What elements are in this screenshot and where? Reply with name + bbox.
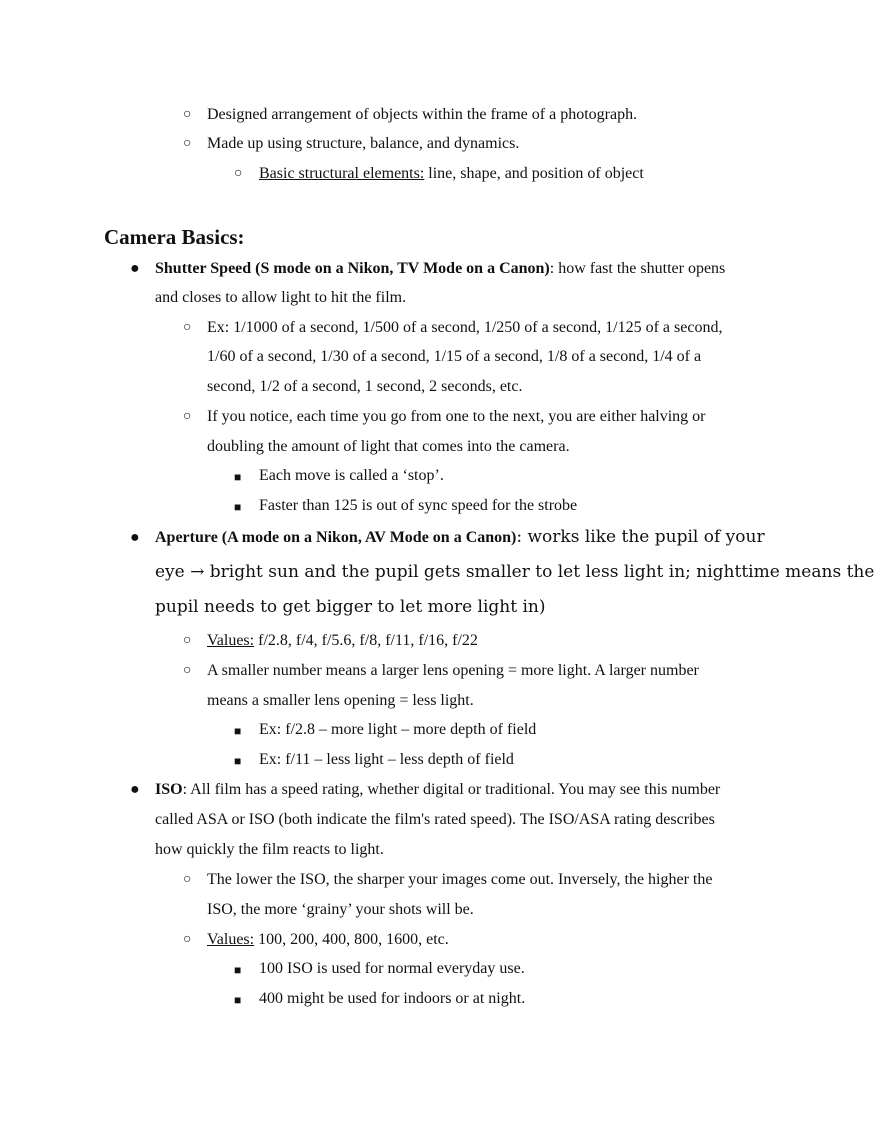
filled-bullet-icon: ● [130,260,140,277]
aperture-desc-line-2: eye → bright sun and the pupil gets smaller to let less light in; nighttime means the [155,562,875,582]
iso-values-text: 100, 200, 400, 800, 1600, etc. [254,931,449,948]
hollow-bullet-icon: ○ [183,872,192,887]
structural-elements-text: line, shape, and position of object [424,165,644,182]
aperture-example-2: Ex: f/11 – less light – less depth of field [259,751,514,768]
iso-desc-line-3: how quickly the film reacts to light. [155,841,384,858]
structural-elements-item [259,164,644,184]
shutter-example-line-2: 1/60 of a second, 1/30 of a second, 1/15 of a second, 1/8 of a second, 1/4 of a [207,348,702,365]
shutter-speed-item [155,259,725,279]
square-bullet-icon: ■ [234,993,242,1007]
square-bullet-icon: ■ [234,470,242,484]
aperture-smaller-line-2: means a smaller lens opening = less light. [207,692,474,709]
shutter-speed-title: Shutter Speed (S mode on a Nikon, TV Mode on a Canon) [155,260,550,277]
shutter-notice-line-2: doubling the amount of light that comes into the camera. [207,438,570,455]
strobe-sync-item: Faster than 125 is out of sync speed for the strobe [259,497,578,514]
shutter-speed-desc: : how fast the shutter opens [549,260,726,277]
aperture-values-item [207,631,478,651]
hollow-bullet-icon: ○ [183,107,192,122]
iso-item [155,780,720,800]
iso-desc: : All film has a speed rating, whether digital or traditional. You may see this number [182,781,721,798]
filled-bullet-icon: ● [130,529,140,546]
hollow-bullet-icon: ○ [234,166,243,181]
intro-item-2: Made up using structure, balance, and dynamics. [207,135,520,152]
section-heading: Camera Basics: [104,225,245,249]
iso-100-item: 100 ISO is used for normal everyday use. [259,960,525,977]
square-bullet-icon: ■ [234,724,242,738]
iso-400-item: 400 might be used for indoors or at night. [259,990,526,1007]
square-bullet-icon: ■ [234,500,242,514]
shutter-speed-desc-cont: and closes to allow light to hit the film. [155,289,407,306]
iso-desc-line-2: called ASA or ISO (both indicate the film's rated speed). The ISO/ASA rating describes [155,811,715,828]
aperture-example-1: Ex: f/2.8 – more light – more depth of field [259,721,537,738]
hollow-bullet-icon: ○ [183,633,192,648]
aperture-values-label: Values: [207,632,255,649]
hollow-bullet-icon: ○ [183,136,192,151]
structural-elements-label: Basic structural elements: [259,165,425,182]
shutter-notice-line-1: If you notice, each time you go from one to the next, you are either halving or [207,408,706,425]
square-bullet-icon: ■ [234,963,242,977]
aperture-title: Aperture (A mode on a Nikon, AV Mode on a Canon) [155,529,517,546]
hollow-bullet-icon: ○ [183,320,192,335]
shutter-example-line-3: second, 1/2 of a second, 1 second, 2 seconds, etc. [207,378,523,395]
iso-title: ISO [155,781,183,798]
aperture-item [155,527,765,548]
filled-bullet-icon: ● [130,781,140,798]
hollow-bullet-icon: ○ [183,932,192,947]
aperture-smaller-line-1: A smaller number means a larger lens opening = more light. A larger number [207,662,699,679]
aperture-desc-line-3: pupil needs to get bigger to let more light in) [155,597,546,617]
aperture-values-text: f/2.8, f/4, f/5.6, f/8, f/11, f/16, f/22 [254,632,478,649]
intro-item-1: Designed arrangement of objects within the frame of a photograph. [207,106,638,123]
stop-item: Each move is called a ‘stop’. [259,467,444,484]
iso-lower-line-2: ISO, the more ‘grainy’ your shots will be. [207,901,474,918]
iso-values-item [207,930,449,950]
iso-values-label: Values: [207,931,255,948]
aperture-desc: : works like the pupil of your [516,527,765,547]
hollow-bullet-icon: ○ [183,409,192,424]
square-bullet-icon: ■ [234,754,242,768]
hollow-bullet-icon: ○ [183,663,192,678]
iso-lower-line-1: The lower the ISO, the sharper your images come out. Inversely, the higher the [207,871,713,888]
shutter-example-line-1: Ex: 1/1000 of a second, 1/500 of a second, 1/250 of a second, 1/125 of a second, [207,319,723,336]
